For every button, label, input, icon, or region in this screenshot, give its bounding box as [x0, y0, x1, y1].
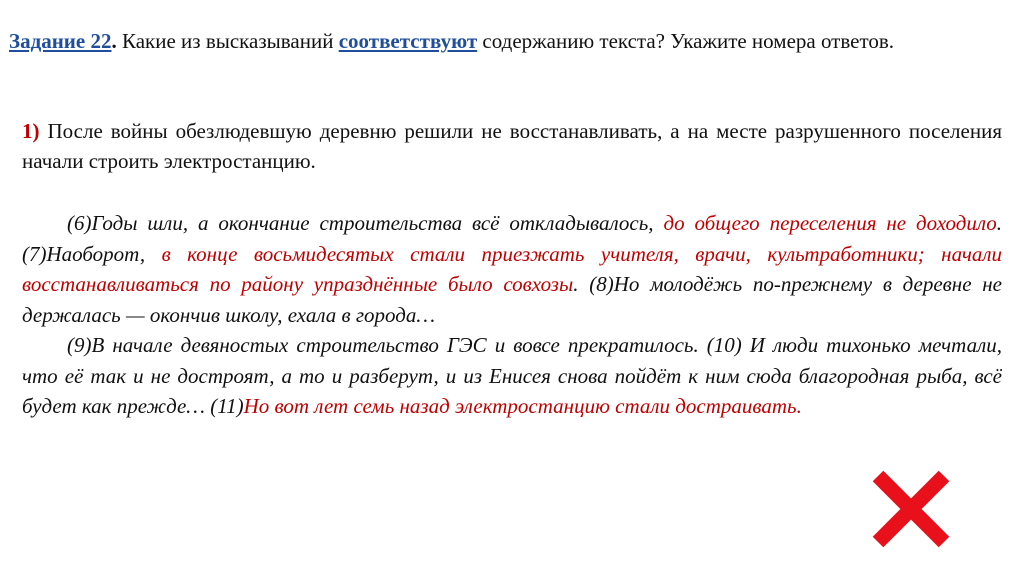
answer-statement: [22, 116, 1002, 176]
excerpt-paragraph-1: [22, 208, 1002, 330]
text-excerpt: [22, 208, 1002, 422]
task-text-after: содержанию текста? Укажите номера ответов.: [477, 29, 895, 53]
task-instruction: [9, 26, 1013, 56]
task-keyword: соответствуют: [338, 29, 478, 53]
statement-number: 1): [22, 119, 40, 143]
excerpt-sentence-7-plain: . (7)Наоборот,: [22, 211, 1003, 266]
excerpt-sentence-6-highlight: до общего переселения не доходило: [663, 211, 997, 235]
excerpt-sentences-9-11: (9)В начале девяностых строительство ГЭС и вовсе прекратилось. (10) И люди тихонько мечтали, что её так и не достроят, а то и разберут, и из Енисея снова пойдёт к ним сюда благородная рыба, всё будет как прежде… (11): [22, 333, 1002, 418]
excerpt-paragraph-2: [22, 330, 1002, 422]
statement-text: После войны обезлюдевшую деревню решили не восстанавливать, а на месте разрушенного поселения начали строить электростанцию.: [22, 119, 1002, 173]
cross-icon: [868, 466, 954, 552]
excerpt-sentence-6-plain: (6)Годы шли, а окончание строительства всё откладывалось,: [67, 211, 664, 235]
task-label: Задание 22: [9, 29, 112, 53]
task-text-before: Какие из высказываний: [116, 29, 339, 53]
task-label-dot: .: [111, 29, 117, 53]
excerpt-sentence-7-highlight: в конце восьмидесятых стали приезжать учителя, врачи, культработники; начали восстанавливаться по району упразднённые было совхозы: [22, 241, 1002, 296]
excerpt-sentence-8: . (8)Но молодёжь по-прежнему в деревне не держалась — окончив школу, ехала в города…: [22, 272, 1002, 327]
excerpt-sentence-11-highlight: Но вот лет семь назад электростанцию стали достраивать.: [243, 394, 802, 418]
